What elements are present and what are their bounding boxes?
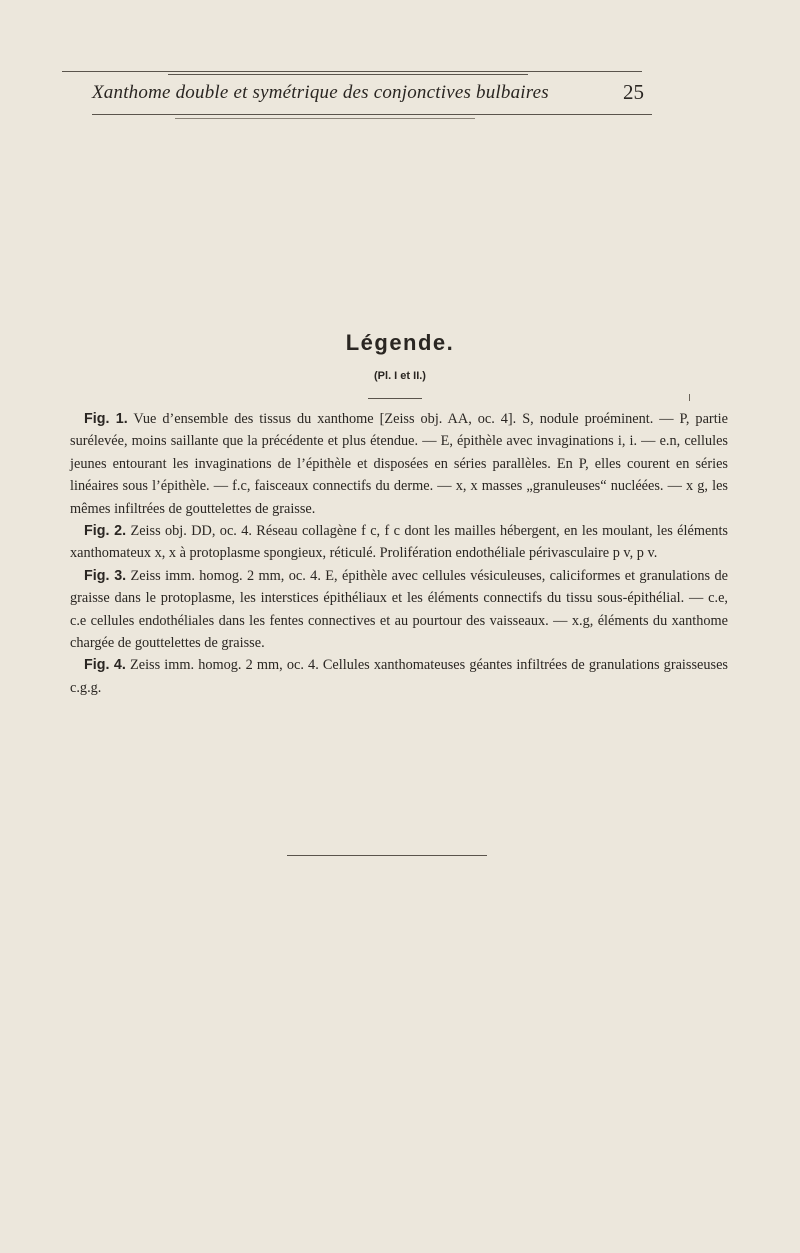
figure-entry — [70, 520, 728, 565]
running-title: Xanthome double et symétrique des conjonctives bulbaires — [92, 82, 549, 103]
margin-mark — [689, 394, 690, 401]
figure-description: Zeiss imm. homog. 2 mm, oc. 4. E, épithèle avec cellules vésiculeuses, caliciformes et granulations de graisse dans le protoplasme, les interstices épithéliaux et les éléments connectifs du tissu sous-épithélial. — c.e, c.e cellules endothéliales dans les fentes connectives et au pourtour des vaisseaux. — x.g, éléments du xanthome chargée de gouttelettes de graisse. — [70, 567, 728, 652]
header-rule-top — [62, 71, 642, 72]
legend-subtitle: (Pl. I et II.) — [374, 370, 426, 382]
figure-entry — [70, 408, 728, 520]
page-number: 25 — [623, 80, 644, 104]
legend-title: Légende. — [345, 330, 455, 355]
legend-separator — [368, 398, 422, 399]
legend-body — [70, 408, 728, 699]
figure-label: Fig. 1. — [84, 411, 128, 427]
figure-label: Fig. 3. — [84, 567, 127, 584]
figure-description: Vue d’ensemble des tissus du xanthome [Zeiss obj. AA, oc. 4]. S, nodule proéminent. — P, partie surélevée, moins saillante que la précédente et plus étendue. — E, épithèle avec invaginations i, i. — e.n, cellules jeunes entourant les invaginations de l’épithèle et disposées en séries parallèles. En P, elles courent en séries linéaires sous l’épithèle. — f.c, faisceaux connectifs du derme. — x, x masses „granuleuses“ nucléées. — x g, les mêmes infiltrées de gouttelettes de graisse. — [70, 411, 728, 517]
figure-label: Fig. 2. — [84, 523, 127, 540]
figure-entry — [70, 654, 728, 699]
header-rule-upper-short — [168, 74, 528, 75]
figure-description: Zeiss obj. DD, oc. 4. Réseau collagène f c, f c dont les mailles hébergent, en les moulant, les éléments xanthomateux x, x à protoplasme spongieux, réticulé. Prolifération endothéliale périvasculaire p v, p v. — [70, 523, 728, 562]
header-rule-bottom — [92, 114, 652, 115]
header-rule-bottom-thin — [175, 118, 475, 119]
figure-label: Fig. 4. — [84, 657, 126, 674]
figure-entry — [70, 565, 728, 655]
closing-rule — [287, 855, 487, 856]
figure-description: Zeiss imm. homog. 2 mm, oc. 4. Cellules xanthomateuses géantes infiltrées de granulations graisseuses c.g.g. — [70, 657, 728, 696]
